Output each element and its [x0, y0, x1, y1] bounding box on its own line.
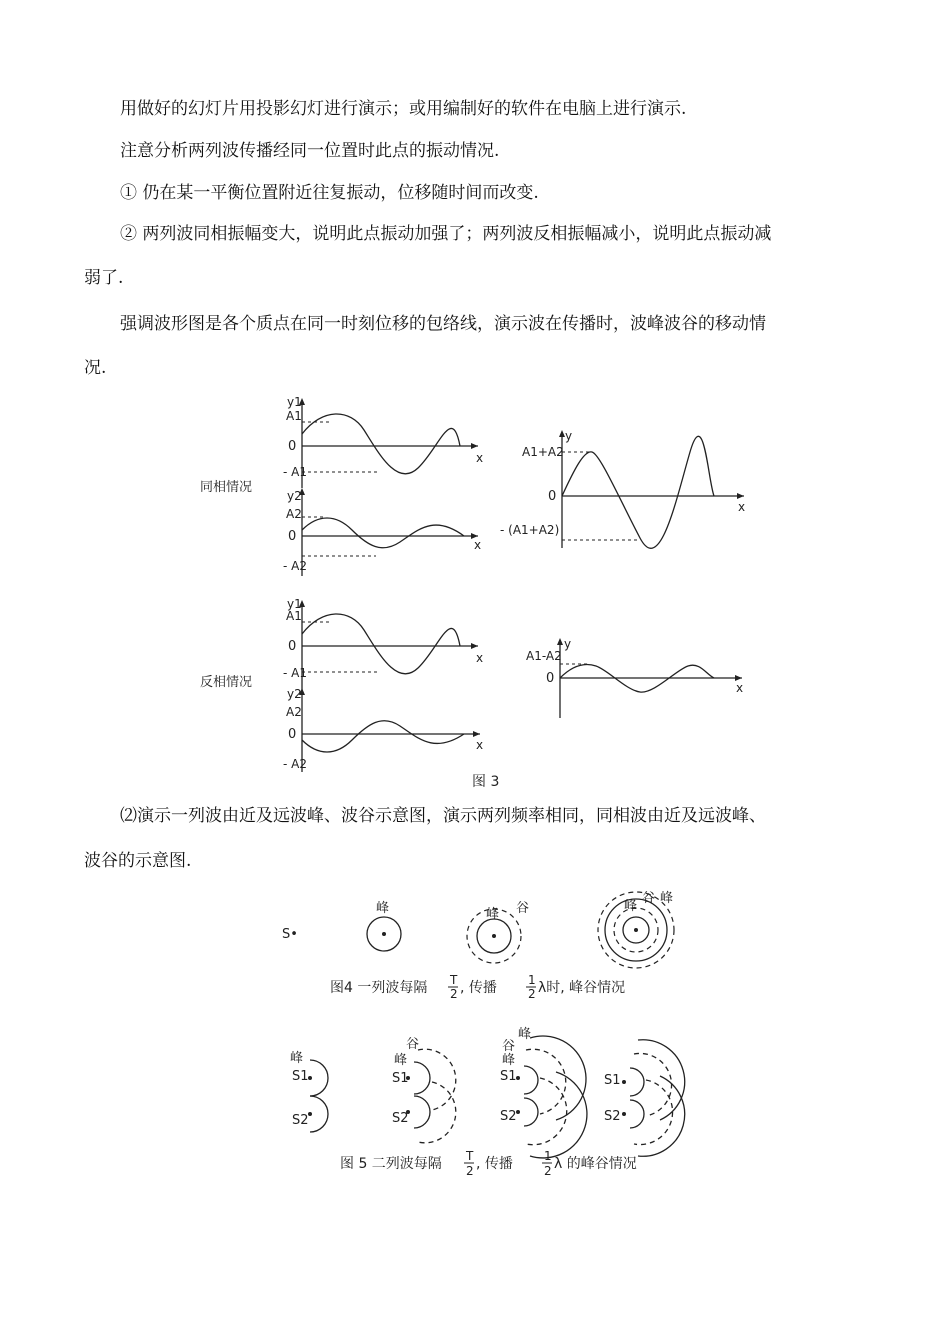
label-x-d: x: [476, 651, 484, 665]
figure-4: [0, 880, 950, 1010]
label-zero-e: 0: [288, 727, 297, 742]
fig5-S2-3: S2: [500, 1109, 517, 1124]
fig5-peak-2: 峰: [394, 1053, 408, 1068]
label-y2-b: y2: [287, 489, 302, 503]
label-zero-a: 0: [288, 439, 297, 454]
peak-label-2: 峰: [486, 907, 500, 922]
figure-3-caption: 图 3: [472, 774, 500, 790]
label-y1-d: y1: [287, 597, 302, 611]
fig5-S1-4: S1: [604, 1073, 621, 1088]
fig5-caption-a: 图 5 二列波每隔: [340, 1156, 442, 1172]
fig5-S1-2: S1: [392, 1071, 409, 1086]
paragraph-2: 注意分析两列波传播经同一位置时此点的振动情况.: [120, 141, 500, 161]
label-y1-a: y1: [287, 395, 302, 409]
paragraph-5: 强调波形图是各个质点在同一时刻位移的包络线，演示波在传播时，波峰波谷的移动情: [120, 314, 766, 334]
paragraph-6-cont: 波谷的示意图.: [84, 851, 192, 871]
label-A1-d: A1: [286, 609, 302, 623]
label-x-e: x: [476, 738, 484, 752]
fig5-caption-b: , 传播: [476, 1156, 513, 1172]
wave-y2-antiphase: [302, 721, 464, 752]
fig5-peak-3: 峰: [502, 1053, 516, 1068]
label-in-phase: 同相情况: [200, 480, 253, 495]
label-x-c: x: [738, 500, 746, 514]
peak-label-3: 峰: [624, 899, 638, 914]
paragraph-3: ① 仍在某一平衡位置附近往复振动，位移随时间而改变.: [120, 183, 539, 203]
fig5-S1-1: S1: [292, 1069, 309, 1084]
fig5-caption-1: 1: [544, 1149, 552, 1163]
figure-5: [0, 1020, 950, 1180]
label-A2-b: A2: [286, 507, 302, 521]
label-A2-e: A2: [286, 705, 302, 719]
label-sum-neg: - (A1+A2): [500, 523, 560, 537]
fig5-S2-1: S2: [292, 1113, 309, 1128]
label-zero-f: 0: [546, 671, 555, 686]
label-diff: A1-A2: [526, 649, 562, 663]
label-x-f: x: [736, 681, 744, 695]
fig4-caption-c: λ时, 峰谷情况: [538, 980, 626, 996]
fig5-caption-c: λ 的峰谷情况: [554, 1156, 637, 1172]
label-y2-e: y2: [287, 687, 302, 701]
figure-3: [0, 390, 950, 800]
label-zero-b: 0: [288, 529, 297, 544]
peak-label-1: 峰: [376, 901, 390, 916]
fig4-caption-T: T: [450, 973, 458, 987]
label-A1-a: A1: [286, 409, 302, 423]
fig4-caption-1: 1: [528, 973, 536, 987]
wave-sum-inphase: [562, 436, 714, 548]
label-negA2-b: - A2: [283, 559, 307, 573]
label-zero-d: 0: [288, 639, 297, 654]
trough-label-3: 谷: [642, 891, 656, 906]
label-y-f: y: [564, 637, 572, 651]
label-negA2-e: - A2: [283, 757, 307, 771]
fig5-trough-3: 谷: [502, 1039, 516, 1054]
paragraph-4: ② 两列波同相振幅变大，说明此点振动加强了；两列波反相振幅减小，说明此点振动减: [120, 224, 772, 244]
fig5-peak-3a: 峰: [518, 1027, 532, 1042]
wave-y1-antiphase: [302, 614, 460, 674]
paragraph-6: ⑵演示一列波由近及远波峰、波谷示意图，演示两列频率相同，同相波由近及远波峰、: [120, 806, 766, 826]
fig5-S1-3: S1: [500, 1069, 517, 1084]
trough-label-2: 谷: [516, 901, 530, 916]
paragraph-5-cont: 况.: [84, 358, 107, 378]
source-S: S•: [282, 927, 298, 942]
label-x-b: x: [474, 538, 482, 552]
fig5-peak-1: 峰: [290, 1051, 304, 1066]
label-negA1-a: - A1: [283, 465, 307, 479]
label-y-c: y: [565, 429, 573, 443]
fig5-caption-2: 2: [466, 1164, 474, 1178]
fig5-trough-2: 谷: [406, 1037, 420, 1052]
fig4-caption-2b: 2: [528, 987, 536, 1001]
fig4-caption-2: 2: [450, 987, 458, 1001]
fig4-caption-b: , 传播: [460, 980, 497, 996]
fig5-S2-4: S2: [604, 1109, 621, 1124]
fig4-caption-a: 图4 一列波每隔: [330, 980, 428, 996]
label-x-a: x: [476, 451, 484, 465]
label-negA1-d: - A1: [283, 666, 307, 680]
peak-label-3b: 峰: [660, 891, 674, 906]
label-sum-pos: A1+A2: [522, 445, 564, 459]
fig5-S2-2: S2: [392, 1111, 409, 1126]
paragraph-4-cont: 弱了.: [84, 268, 124, 288]
label-anti-phase: 反相情况: [200, 675, 253, 690]
fig5-caption-2b: 2: [544, 1164, 552, 1178]
wave-y1-inphase: [302, 414, 460, 474]
wave-y2-inphase: [302, 518, 464, 548]
label-zero-c: 0: [548, 489, 557, 504]
paragraph-1: 用做好的幻灯片用投影幻灯进行演示；或用编制好的软件在电脑上进行演示.: [120, 99, 687, 119]
fig5-caption-T: T: [466, 1149, 474, 1163]
